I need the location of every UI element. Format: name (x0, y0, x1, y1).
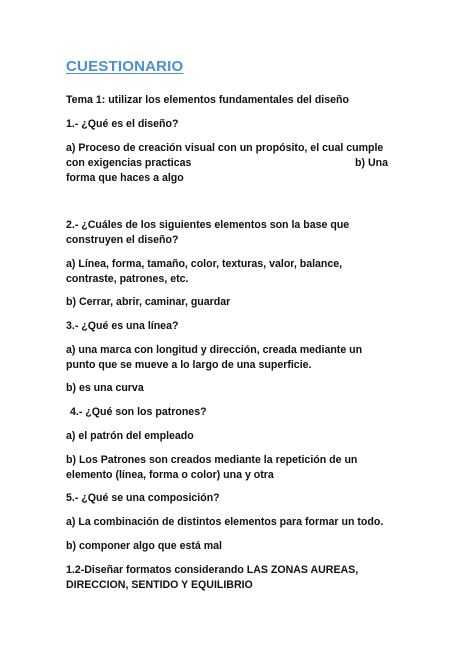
task-heading-line-2: DIRECCION, SENTIDO Y EQUILIBRIO (66, 579, 253, 591)
answer-5a: a) La combinación de distintos elementos para formar un todo. (66, 516, 384, 528)
answer-3a-line-1: a) una marca con longitud y dirección, creada mediante un (66, 344, 363, 356)
answer-2a-line-2: contraste, patrones, etc. (66, 273, 189, 285)
answer-3b: b) es una curva (66, 382, 144, 394)
question-1: 1.- ¿Qué es el diseño? (66, 118, 179, 130)
answer-4a: a) el patrón del empleado (66, 430, 194, 442)
answer-4b-line-2: elemento (línea, forma o color) una y otra (66, 469, 274, 481)
task-heading-line-1: 1.2-Diseñar formatos considerando LAS ZONAS AUREAS, (66, 564, 359, 576)
answer-3a-line-2: punto que se mueve a lo largo de una superficie. (66, 359, 312, 371)
answer-1a-line-1: a) Proceso de creación visual con un propósito, el cual cumple (66, 142, 384, 154)
answer-1a-line-2: con exigencias practicas (66, 157, 192, 169)
answer-4b-line-1: b) Los Patrones son creados mediante la repetición de un (66, 454, 358, 466)
answer-1b-line-1: b) Una (355, 157, 388, 169)
answer-5b: b) componer algo que está mal (66, 540, 222, 552)
answer-2b: b) Cerrar, abrir, caminar, guardar (66, 296, 231, 308)
topic-heading: Tema 1: utilizar los elementos fundamentales del diseño (66, 94, 349, 106)
question-3: 3.- ¿Qué es una línea? (66, 320, 179, 332)
document-title: CUESTIONARIO (66, 58, 184, 75)
answer-1b-line-2: forma que haces a algo (66, 172, 184, 184)
answer-2a-line-1: a) Línea, forma, tamaño, color, texturas, valor, balance, (66, 258, 343, 270)
question-4: 4.- ¿Qué son los patrones? (70, 406, 207, 418)
question-2-line-1: 2.- ¿Cuáles de los siguientes elementos son la base que (66, 219, 350, 231)
question-2-line-2: construyen el diseño? (66, 234, 179, 246)
question-5: 5.- ¿Qué se una composición? (66, 492, 220, 504)
